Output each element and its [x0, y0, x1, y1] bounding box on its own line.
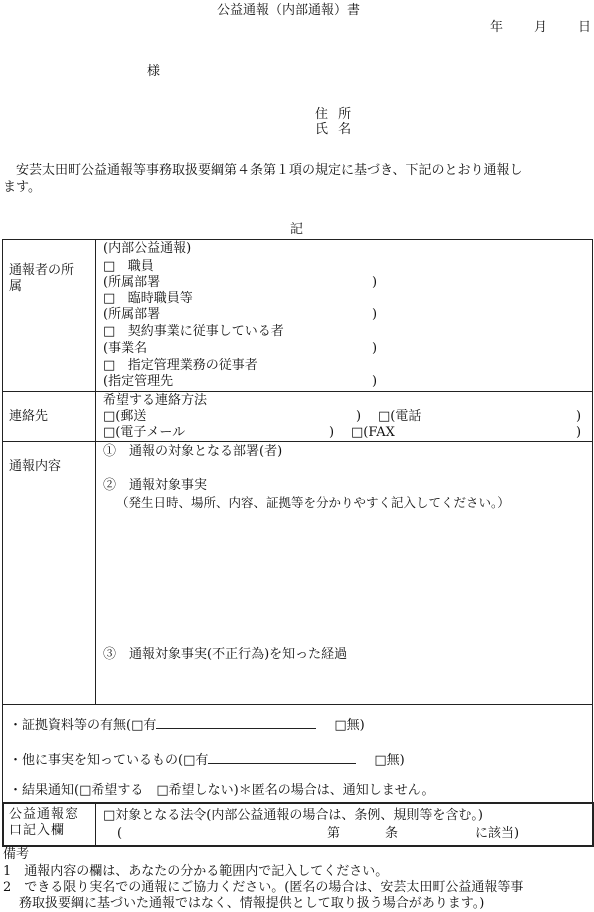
affiliation-designated-manager: (指定管理先	[103, 374, 174, 389]
affiliation-staff-dept-close: )	[372, 275, 378, 290]
table-left-border	[2, 239, 3, 802]
table-top-border	[2, 239, 593, 240]
contact-fax-option[interactable]: □(FAX	[351, 425, 395, 440]
name-label: 氏 名	[315, 122, 355, 137]
note-2-line-1: 2 できる限り実名での通報にご協力ください。(匿名の場合は、安芸太田町公益通報等事	[3, 880, 524, 895]
affiliation-contract-close: )	[372, 341, 378, 356]
note-1: 1 通報内容の欄は、あなたの分かる範囲内で記入してください。	[3, 864, 389, 879]
date-year-label: 年	[490, 20, 504, 35]
affiliation-designated-option[interactable]: □ 指定管理業務の従事者	[103, 358, 258, 373]
affiliation-temp-dept-close: )	[372, 307, 378, 322]
row-divider-affiliation	[2, 391, 593, 392]
table-label-divider	[95, 239, 96, 704]
office-label-divider	[95, 803, 96, 846]
table-right-border	[592, 239, 593, 802]
office-law-checkbox[interactable]: □対象となる法令(内部公益通報の場合は、条例、規則等を含む。)	[103, 808, 483, 823]
affiliation-temp-option[interactable]: □ 臨時職員等	[103, 291, 193, 306]
ki-heading: 記	[290, 222, 304, 237]
others-blank[interactable]	[208, 751, 356, 764]
affiliation-label: 通報者の所 属	[9, 263, 75, 294]
note-2-line-2: 務取扱要綱に基づいた通報ではなく、情報提供として取り扱う場合があります。)	[19, 896, 485, 911]
checkbox-icon[interactable]: □	[103, 259, 116, 274]
contact-email-close: )	[329, 425, 335, 440]
affiliation-staff-option[interactable]: □ 職員	[103, 259, 154, 274]
contact-heading: 希望する連絡方法	[103, 393, 208, 408]
result-notice-line[interactable]: ・結果通知(□希望する □希望しない)＊匿名の場合は、通知しません。	[9, 783, 435, 798]
address-label: 住 所	[315, 107, 355, 122]
affiliation-temp-dept: (所属部署	[103, 307, 161, 322]
document-title: 公益通報（内部通報）書	[217, 3, 361, 18]
evidence-line: ・証拠資料等の有無(□有 □無)	[9, 718, 365, 733]
row-divider-contact	[2, 441, 593, 442]
others-line: ・他に事実を知っているもの(□有 □無)	[9, 753, 405, 768]
office-article-label: 第	[327, 826, 341, 841]
contact-email-option[interactable]: □(電子メール	[103, 425, 186, 440]
addressee-suffix: 様	[147, 64, 161, 79]
intro-line-2: ます。	[3, 180, 41, 195]
content-item-1: ① 通報の対象となる部署(者)	[103, 444, 283, 459]
affiliation-staff-dept: (所属部署	[103, 275, 161, 290]
checkbox-icon[interactable]: □	[103, 324, 116, 339]
checkbox-icon[interactable]: □	[103, 358, 116, 373]
affiliation-heading: (内部公益通報)	[103, 241, 192, 256]
notes-heading: 備考	[3, 847, 30, 862]
affiliation-contract-business: (事業名	[103, 341, 148, 356]
affiliation-designated-close: )	[372, 374, 378, 389]
office-label: 公益通報窓 口記入欄	[9, 807, 80, 838]
office-open-paren: (	[117, 826, 123, 841]
content-item-3: ③ 通報対象事実(不正行為)を知った経過	[103, 647, 348, 662]
evidence-blank[interactable]	[156, 716, 316, 729]
content-item-2: ② 通報対象事実	[103, 478, 208, 493]
row-divider-content	[2, 704, 593, 705]
contact-mail-close: )	[356, 409, 362, 424]
checkbox-icon[interactable]: □	[103, 291, 116, 306]
affiliation-contract-option[interactable]: □ 契約事業に従事している者	[103, 324, 284, 339]
contact-fax-close: )	[576, 425, 582, 440]
date-day-label: 日	[578, 20, 592, 35]
intro-line-1: 安芸太田町公益通報等事務取扱要綱第４条第１項の規定に基づき、下記のとおり通報し	[16, 163, 523, 178]
date-month-label: 月	[534, 20, 548, 35]
content-item-2-note: （発生日時、場所、内容、証拠等を分かりやすく記入してください。）	[116, 495, 510, 510]
contact-phone-close: )	[576, 409, 582, 424]
contact-label: 連絡先	[9, 409, 49, 424]
contact-mail-option[interactable]: □(郵送	[103, 409, 147, 424]
office-applies-label: に該当)	[475, 826, 520, 841]
content-label: 通報内容	[9, 459, 62, 474]
contact-phone-option[interactable]: □(電話	[378, 409, 422, 424]
office-clause-label: 条	[385, 826, 399, 841]
